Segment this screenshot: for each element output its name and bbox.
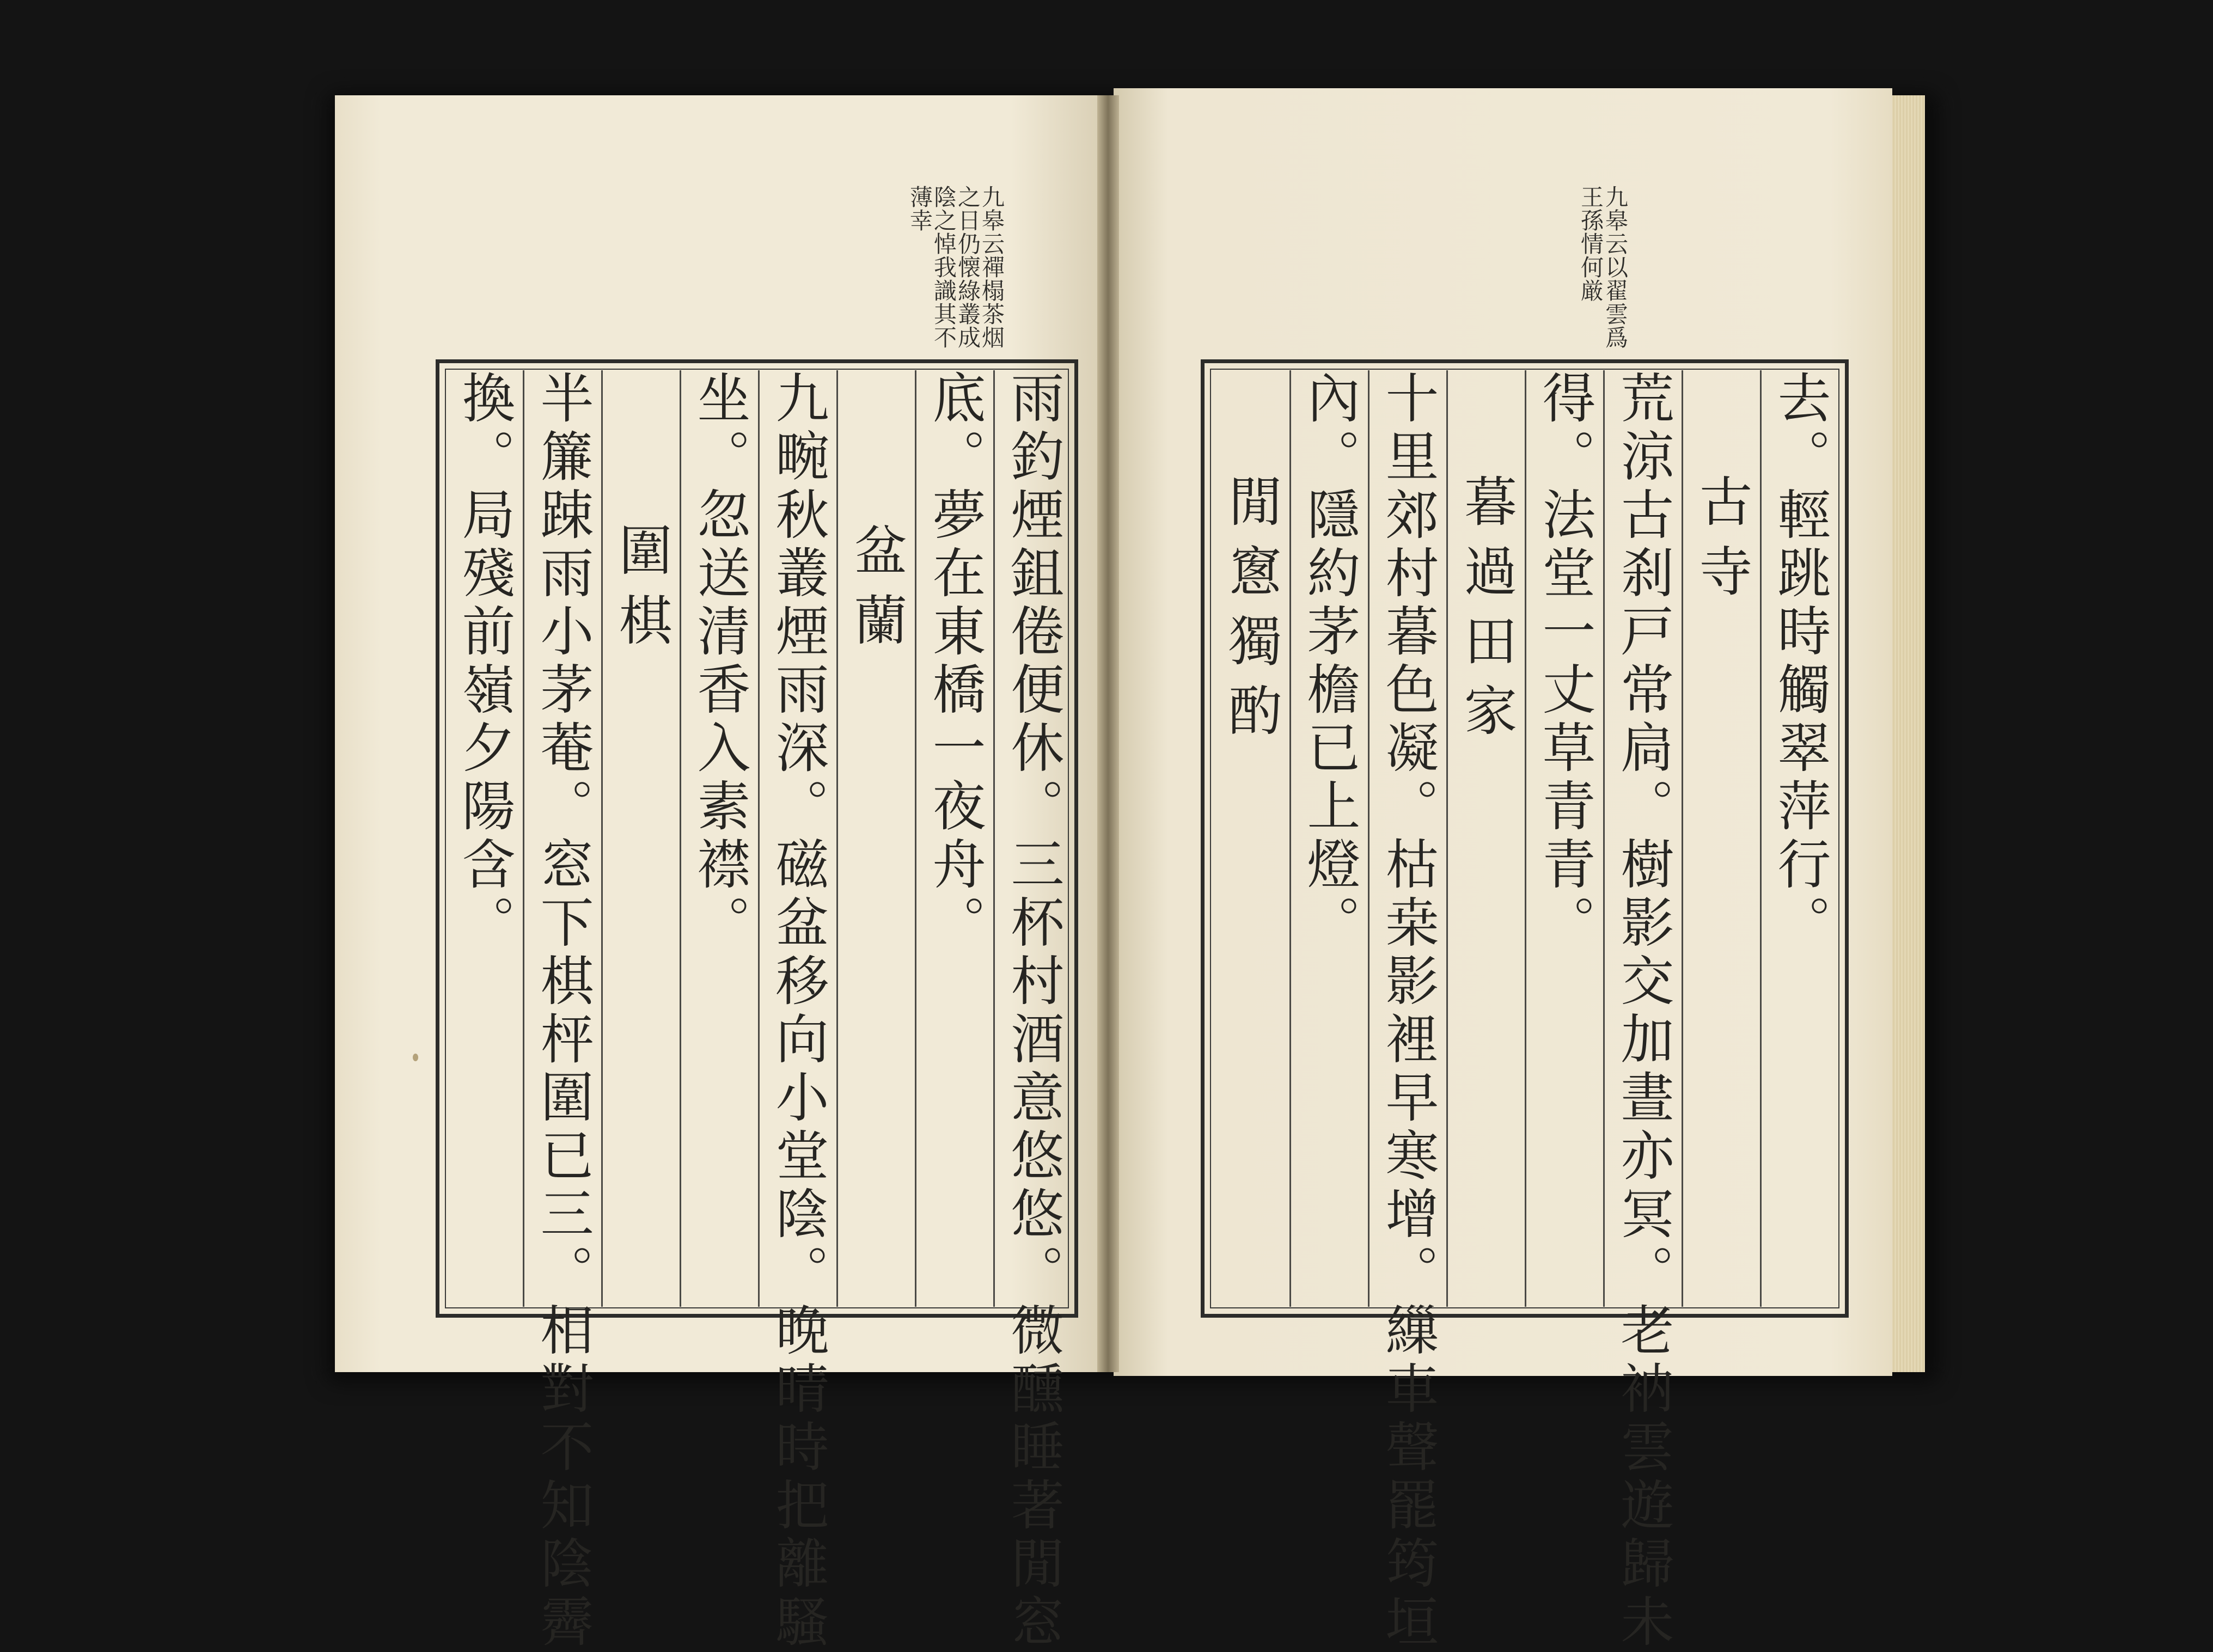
left-column-2: 底。夢在東橋一夜舟。: [924, 370, 986, 953]
right-column-4: 得。法堂一丈草青青。: [1533, 370, 1595, 953]
right-heading-xianchuangduzhuo: 閒窻獨酌: [1220, 474, 1282, 752]
column-rule: [758, 370, 760, 1307]
book-gutter: [1097, 95, 1119, 1372]
column-rule: [601, 370, 603, 1307]
right-heading-muguotianjia: 暮過田家: [1455, 474, 1517, 752]
left-column-4: 九畹秋叢煙雨深。磁盆移向小堂陰。晚晴時把離騷: [767, 370, 829, 1652]
right-column-1: 去。輕跳時觸翠萍行。: [1769, 370, 1831, 953]
column-rule: [1289, 370, 1291, 1307]
column-rule: [993, 370, 995, 1307]
column-rule: [915, 370, 916, 1307]
left-marginal-note-4: 薄幸: [907, 185, 933, 232]
left-marginal-note-2: 之日仍懐綠叢成: [955, 185, 981, 349]
right-heading-gusi: 古寺: [1690, 474, 1752, 613]
left-column-1: 雨釣煙鉏倦便休。三杯村酒意悠悠。微醺睡著閒窓: [1002, 370, 1064, 1652]
page-edges: [1892, 95, 1925, 1372]
left-heading-penlan: 盆蘭: [845, 523, 907, 662]
left-column-8: 換。局殘前嶺夕陽含。: [453, 370, 515, 953]
column-rule: [1682, 370, 1683, 1307]
paper-blemish: [413, 1054, 418, 1061]
left-marginal-note-1: 九皋云禪榻茶烟: [979, 185, 1005, 349]
column-rule: [523, 370, 524, 1307]
right-marginal-note-2: 王孫情何厳: [1578, 185, 1604, 302]
right-column-7: 內。隱約茅檐已上燈。: [1298, 370, 1360, 953]
column-rule: [1760, 370, 1762, 1307]
column-rule: [1368, 370, 1370, 1307]
right-column-3: 荒涼古刹戸常扃。樹影交加晝亦冥。老衲雲遊歸未: [1612, 370, 1674, 1652]
column-rule: [1525, 370, 1526, 1307]
column-rule: [1446, 370, 1448, 1307]
column-rule: [680, 370, 681, 1307]
left-marginal-note-3: 陰之悼我識其不: [931, 185, 957, 349]
column-rule: [1603, 370, 1605, 1307]
column-rule: [836, 370, 838, 1307]
left-heading-weiqi: 圍棋: [610, 523, 672, 662]
left-column-5: 坐。忽送清香入素襟。: [688, 370, 750, 953]
right-column-6: 十里郊村暮色凝。枯桒影裡早寒增。繅車聲罷筠垣: [1377, 370, 1439, 1652]
right-marginal-note-1: 九皋云以翟雲爲: [1602, 185, 1629, 349]
left-column-7: 半簾踈雨小茅菴。窓下棋枰圍已三。相對不知陰霽: [531, 370, 594, 1652]
